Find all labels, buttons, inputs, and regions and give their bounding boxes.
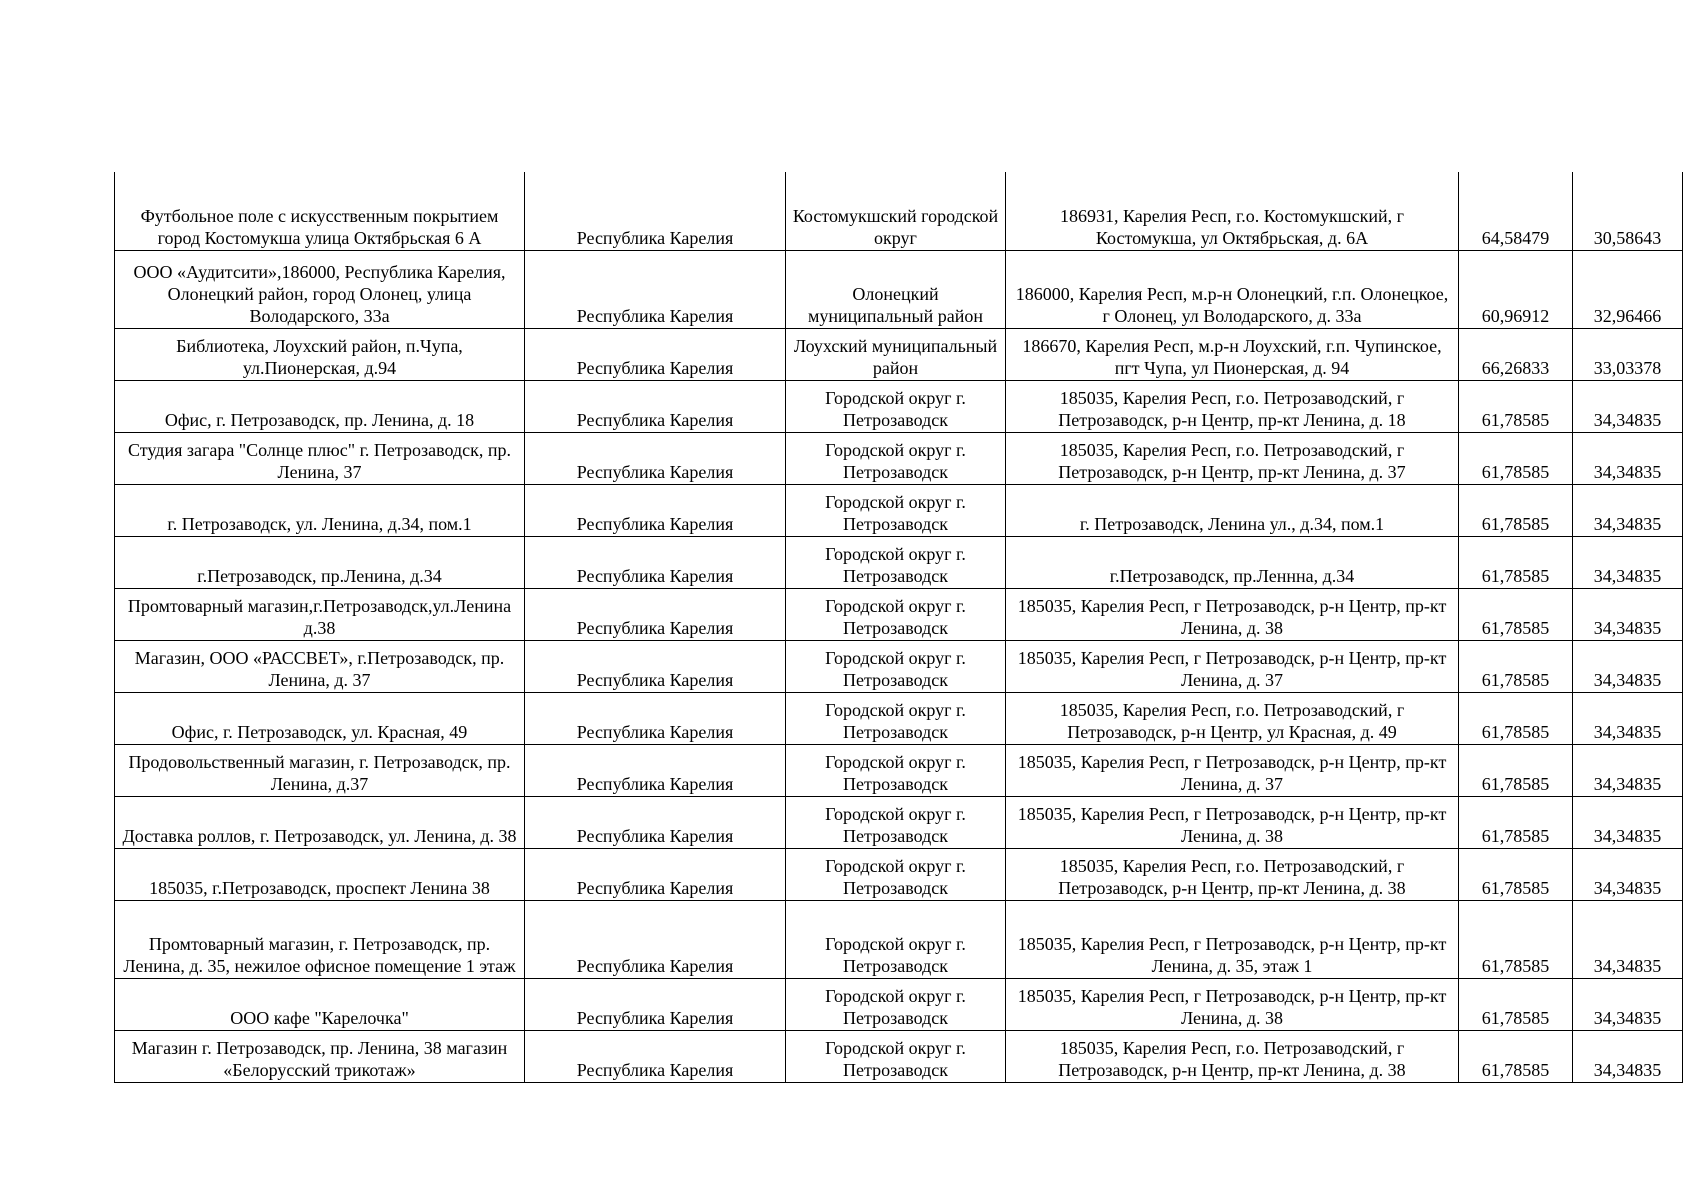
address-cell: 185035, Карелия Респ, г Петрозаводск, р-н Центр, пр-кт Ленина, д. 37	[1006, 744, 1459, 796]
table-body	[115, 172, 1683, 1082]
region-cell: Республика Карелия	[525, 484, 786, 536]
longitude-cell: 34,34835	[1573, 484, 1683, 536]
table-row	[115, 640, 1683, 692]
address-cell: 186000, Карелия Респ, м.р-н Олонецкий, г.п. Олонецкое, г Олонец, ул Володарского, д. 33а	[1006, 250, 1459, 328]
place-name-cell: Промтоварный магазин, г. Петрозаводск, пр. Ленина, д. 35, нежилое офисное помещение 1 этаж	[115, 900, 525, 978]
address-cell: г.Петрозаводск, пр.Леннна, д.34	[1006, 536, 1459, 588]
table-row	[115, 588, 1683, 640]
table-row	[115, 484, 1683, 536]
address-cell: 186670, Карелия Респ, м.р-н Лоухский, г.п. Чупинское, пгт Чупа, ул Пионерская, д. 94	[1006, 328, 1459, 380]
locations-table	[114, 172, 1683, 1083]
region-cell: Республика Карелия	[525, 692, 786, 744]
table-row	[115, 172, 1683, 250]
address-cell: 185035, Карелия Респ, г.о. Петрозаводский, г Петрозаводск, р-н Центр, пр-кт Ленина, д. 37	[1006, 432, 1459, 484]
region-cell: Республика Карелия	[525, 848, 786, 900]
place-name-cell: Футбольное поле с искусственным покрытием город Костомукша улица Октябрьская 6 А	[115, 172, 525, 250]
place-name-cell: Промтоварный магазин,г.Петрозаводск,ул.Ленина д.38	[115, 588, 525, 640]
table-row	[115, 1030, 1683, 1082]
place-name-cell: ООО кафе "Карелочка"	[115, 978, 525, 1030]
table-row	[115, 328, 1683, 380]
district-cell: Городской округ г. Петрозаводск	[786, 380, 1006, 432]
district-cell: Лоухский муниципальный район	[786, 328, 1006, 380]
table-row	[115, 380, 1683, 432]
place-name-cell: ООО «Аудитсити»,186000, Республика Карелия, Олонецкий район, город Олонец, улица Володарского, 33а	[115, 250, 525, 328]
latitude-cell: 66,26833	[1459, 328, 1573, 380]
latitude-cell: 61,78585	[1459, 484, 1573, 536]
district-cell: Городской округ г. Петрозаводск	[786, 484, 1006, 536]
region-cell: Республика Карелия	[525, 744, 786, 796]
address-cell: 185035, Карелия Респ, г Петрозаводск, р-н Центр, пр-кт Ленина, д. 37	[1006, 640, 1459, 692]
place-name-cell: г.Петрозаводск, пр.Ленина, д.34	[115, 536, 525, 588]
longitude-cell: 34,34835	[1573, 692, 1683, 744]
address-cell: 185035, Карелия Респ, г.о. Петрозаводский, г Петрозаводск, р-н Центр, пр-кт Ленина, д. 38	[1006, 1030, 1459, 1082]
table-row	[115, 250, 1683, 328]
address-cell: 185035, Карелия Респ, г Петрозаводск, р-н Центр, пр-кт Ленина, д. 38	[1006, 588, 1459, 640]
district-cell: Олонецкий муниципальный район	[786, 250, 1006, 328]
district-cell: Костомукшский городской округ	[786, 172, 1006, 250]
latitude-cell: 61,78585	[1459, 432, 1573, 484]
table-row	[115, 978, 1683, 1030]
place-name-cell: Продовольственный магазин, г. Петрозаводск, пр. Ленина, д.37	[115, 744, 525, 796]
latitude-cell: 61,78585	[1459, 744, 1573, 796]
table-row	[115, 536, 1683, 588]
longitude-cell: 34,34835	[1573, 1030, 1683, 1082]
latitude-cell: 61,78585	[1459, 848, 1573, 900]
latitude-cell: 61,78585	[1459, 692, 1573, 744]
longitude-cell: 34,34835	[1573, 978, 1683, 1030]
place-name-cell: Магазин г. Петрозаводск, пр. Ленина, 38 магазин «Белорусский трикотаж»	[115, 1030, 525, 1082]
region-cell: Республика Карелия	[525, 536, 786, 588]
latitude-cell: 60,96912	[1459, 250, 1573, 328]
longitude-cell: 34,34835	[1573, 640, 1683, 692]
longitude-cell: 33,03378	[1573, 328, 1683, 380]
latitude-cell: 61,78585	[1459, 1030, 1573, 1082]
place-name-cell: 185035, г.Петрозаводск, проспект Ленина 38	[115, 848, 525, 900]
region-cell: Республика Карелия	[525, 250, 786, 328]
latitude-cell: 61,78585	[1459, 380, 1573, 432]
district-cell: Городской округ г. Петрозаводск	[786, 900, 1006, 978]
longitude-cell: 34,34835	[1573, 536, 1683, 588]
region-cell: Республика Карелия	[525, 432, 786, 484]
district-cell: Городской округ г. Петрозаводск	[786, 744, 1006, 796]
place-name-cell: Офис, г. Петрозаводск, пр. Ленина, д. 18	[115, 380, 525, 432]
latitude-cell: 61,78585	[1459, 796, 1573, 848]
address-cell: 185035, Карелия Респ, г.о. Петрозаводский, г Петрозаводск, р-н Центр, пр-кт Ленина, д. 38	[1006, 848, 1459, 900]
place-name-cell: Студия загара "Солнце плюс" г. Петрозаводск, пр. Ленина, 37	[115, 432, 525, 484]
district-cell: Городской округ г. Петрозаводск	[786, 978, 1006, 1030]
latitude-cell: 61,78585	[1459, 588, 1573, 640]
place-name-cell: Доставка роллов, г. Петрозаводск, ул. Ленина, д. 38	[115, 796, 525, 848]
region-cell: Республика Карелия	[525, 900, 786, 978]
longitude-cell: 32,96466	[1573, 250, 1683, 328]
longitude-cell: 34,34835	[1573, 588, 1683, 640]
place-name-cell: Магазин, ООО «РАССВЕТ», г.Петрозаводск, пр. Ленина, д. 37	[115, 640, 525, 692]
region-cell: Республика Карелия	[525, 380, 786, 432]
district-cell: Городской округ г. Петрозаводск	[786, 796, 1006, 848]
address-cell: 185035, Карелия Респ, г.о. Петрозаводский, г Петрозаводск, р-н Центр, ул Красная, д. 49	[1006, 692, 1459, 744]
region-cell: Республика Карелия	[525, 1030, 786, 1082]
district-cell: Городской округ г. Петрозаводск	[786, 692, 1006, 744]
place-name-cell: Офис, г. Петрозаводск, ул. Красная, 49	[115, 692, 525, 744]
district-cell: Городской округ г. Петрозаводск	[786, 588, 1006, 640]
region-cell: Республика Карелия	[525, 640, 786, 692]
table-row	[115, 692, 1683, 744]
region-cell: Республика Карелия	[525, 796, 786, 848]
region-cell: Республика Карелия	[525, 172, 786, 250]
district-cell: Городской округ г. Петрозаводск	[786, 640, 1006, 692]
table-row	[115, 796, 1683, 848]
latitude-cell: 61,78585	[1459, 536, 1573, 588]
district-cell: Городской округ г. Петрозаводск	[786, 1030, 1006, 1082]
address-cell: г. Петрозаводск, Ленина ул., д.34, пом.1	[1006, 484, 1459, 536]
district-cell: Городской округ г. Петрозаводск	[786, 848, 1006, 900]
longitude-cell: 34,34835	[1573, 900, 1683, 978]
region-cell: Республика Карелия	[525, 328, 786, 380]
address-cell: 185035, Карелия Респ, г Петрозаводск, р-н Центр, пр-кт Ленина, д. 38	[1006, 978, 1459, 1030]
longitude-cell: 34,34835	[1573, 796, 1683, 848]
table-row	[115, 744, 1683, 796]
table-row	[115, 900, 1683, 978]
address-cell: 185035, Карелия Респ, г.о. Петрозаводский, г Петрозаводск, р-н Центр, пр-кт Ленина, д. 18	[1006, 380, 1459, 432]
table-row	[115, 432, 1683, 484]
region-cell: Республика Карелия	[525, 588, 786, 640]
address-cell: 185035, Карелия Респ, г Петрозаводск, р-н Центр, пр-кт Ленина, д. 35, этаж 1	[1006, 900, 1459, 978]
latitude-cell: 61,78585	[1459, 978, 1573, 1030]
place-name-cell: г. Петрозаводск, ул. Ленина, д.34, пом.1	[115, 484, 525, 536]
longitude-cell: 34,34835	[1573, 380, 1683, 432]
latitude-cell: 64,58479	[1459, 172, 1573, 250]
latitude-cell: 61,78585	[1459, 900, 1573, 978]
address-cell: 185035, Карелия Респ, г Петрозаводск, р-н Центр, пр-кт Ленина, д. 38	[1006, 796, 1459, 848]
region-cell: Республика Карелия	[525, 978, 786, 1030]
latitude-cell: 61,78585	[1459, 640, 1573, 692]
longitude-cell: 34,34835	[1573, 848, 1683, 900]
district-cell: Городской округ г. Петрозаводск	[786, 536, 1006, 588]
district-cell: Городской округ г. Петрозаводск	[786, 432, 1006, 484]
address-cell: 186931, Карелия Респ, г.о. Костомукшский, г Костомукша, ул Октябрьская, д. 6А	[1006, 172, 1459, 250]
longitude-cell: 34,34835	[1573, 744, 1683, 796]
table-row	[115, 848, 1683, 900]
place-name-cell: Библиотека, Лоухский район, п.Чупа, ул.Пионерская, д.94	[115, 328, 525, 380]
longitude-cell: 30,58643	[1573, 172, 1683, 250]
longitude-cell: 34,34835	[1573, 432, 1683, 484]
